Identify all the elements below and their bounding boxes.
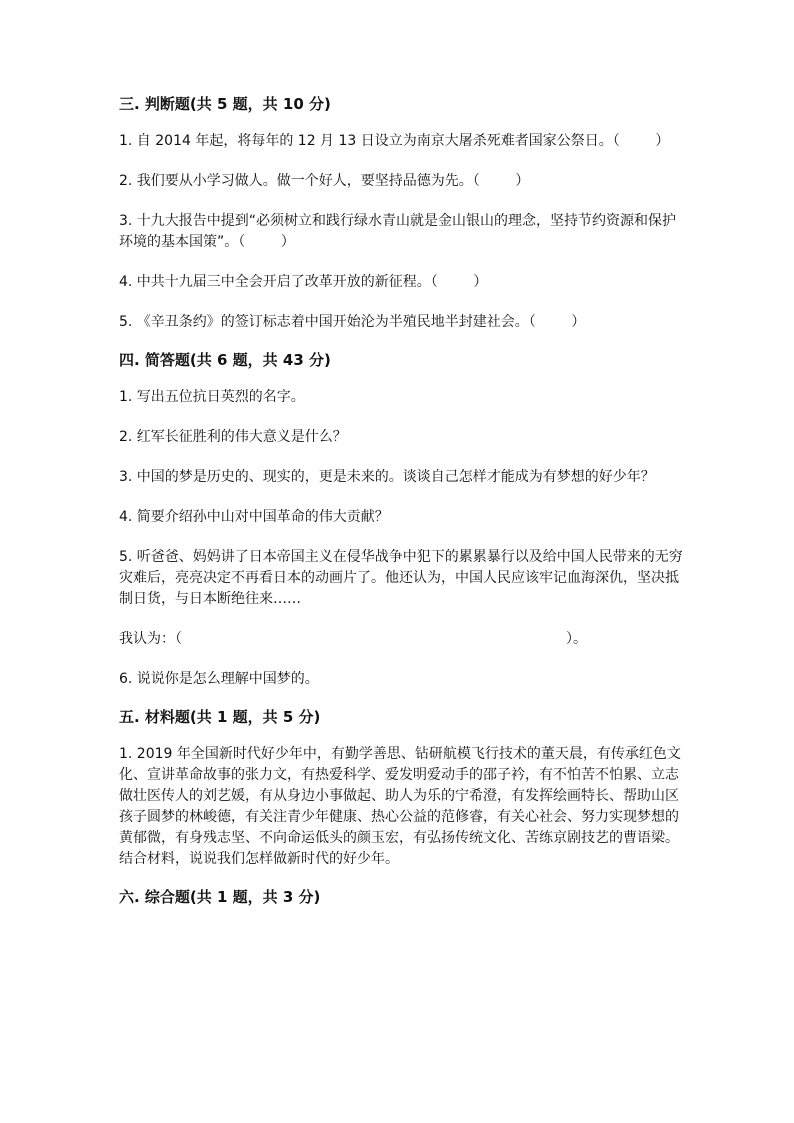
judgement-question-3: 3. 十九大报告中提到“必须树立和践行绿水青山就是金山银山的理念，坚持节约资源和保护环境的基本国策”。（ ） [119,213,677,250]
section-title-judgement: 三. 判断题(共 5 题，共 10 分) [119,95,331,113]
section-title-short-answer: 四. 简答题(共 6 题，共 43 分) [119,351,331,369]
section-title-comprehensive: 六. 综合题(共 1 题，共 3 分) [119,888,321,906]
answer-line [119,629,587,650]
short-answer-question-4: 4. 简要介绍孙中山对中国革命的伟大贡献？ [119,509,389,525]
answer-suffix: ）。 [566,631,587,647]
judgement-question-4: 4. 中共十九届三中全会开启了改革开放的新征程。（ ） [119,274,488,290]
short-answer-question-2: 2. 红军长征胜利的伟大意义是什么？ [119,429,347,445]
short-answer-question-3: 3. 中国的梦是历史的、现实的，更是未来的。谈谈自己怎样才能成为有梦想的好少年？ [119,469,655,485]
short-answer-question-5: 5. 听爸爸、妈妈讲了日本帝国主义在侵华战争中犯下的累累暴行以及给中国人民带来的无穷灾难后，亮亮决定不再看日本的动画片了。他还认为，中国人民应该牢记血海深仇，坚决抵制日货，与日本断绝往来…… [119,549,683,607]
judgement-question-1: 1. 自 2014 年起，将每年的 12 月 13 日设立为南京大屠杀死难者国家公祭日。（ ） [119,133,670,149]
answer-prefix: 我认为：（ [119,631,182,647]
exam-page [119,92,685,909]
short-answer-question-6: 6. 说说你是怎么理解中国梦的。 [119,671,319,687]
judgement-question-2: 2. 我们要从小学习做人。做一个好人，要坚持品德为先。（ ） [119,173,530,189]
judgement-question-5: 5. 《辛丑条约》的签订标志着中国开始沦为半殖民地半封建社会。（ ） [119,314,586,330]
material-question-1: 1. 2019 年全国新时代好少年中，有勤学善思、钻研航模飞行技术的董天晨，有传承红色文化、宣讲革命故事的张力文，有热爱科学、爱发明爱动手的邵子衿，有不怕苦不怕累、立志做壮医传人的刘艺媛，有从身边小事做起、助人为乐的宁希澄，有发挥绘画特长、帮助山区孩子圆梦的林峻德，有关注青少年健康、热心公益的范修睿，有关心社会、努力实现梦想的黄郁微，有身残志坚、不向命运低头的颜玉宏，有弘扬传统文化、苦练京剧技艺的曹语梁。结合材料，说说我们怎样做新时代的好少年。 [119,746,681,867]
section-title-material: 五. 材料题(共 1 题，共 5 分) [119,708,321,726]
short-answer-question-1: 1. 写出五位抗日英烈的名字。 [119,389,305,405]
